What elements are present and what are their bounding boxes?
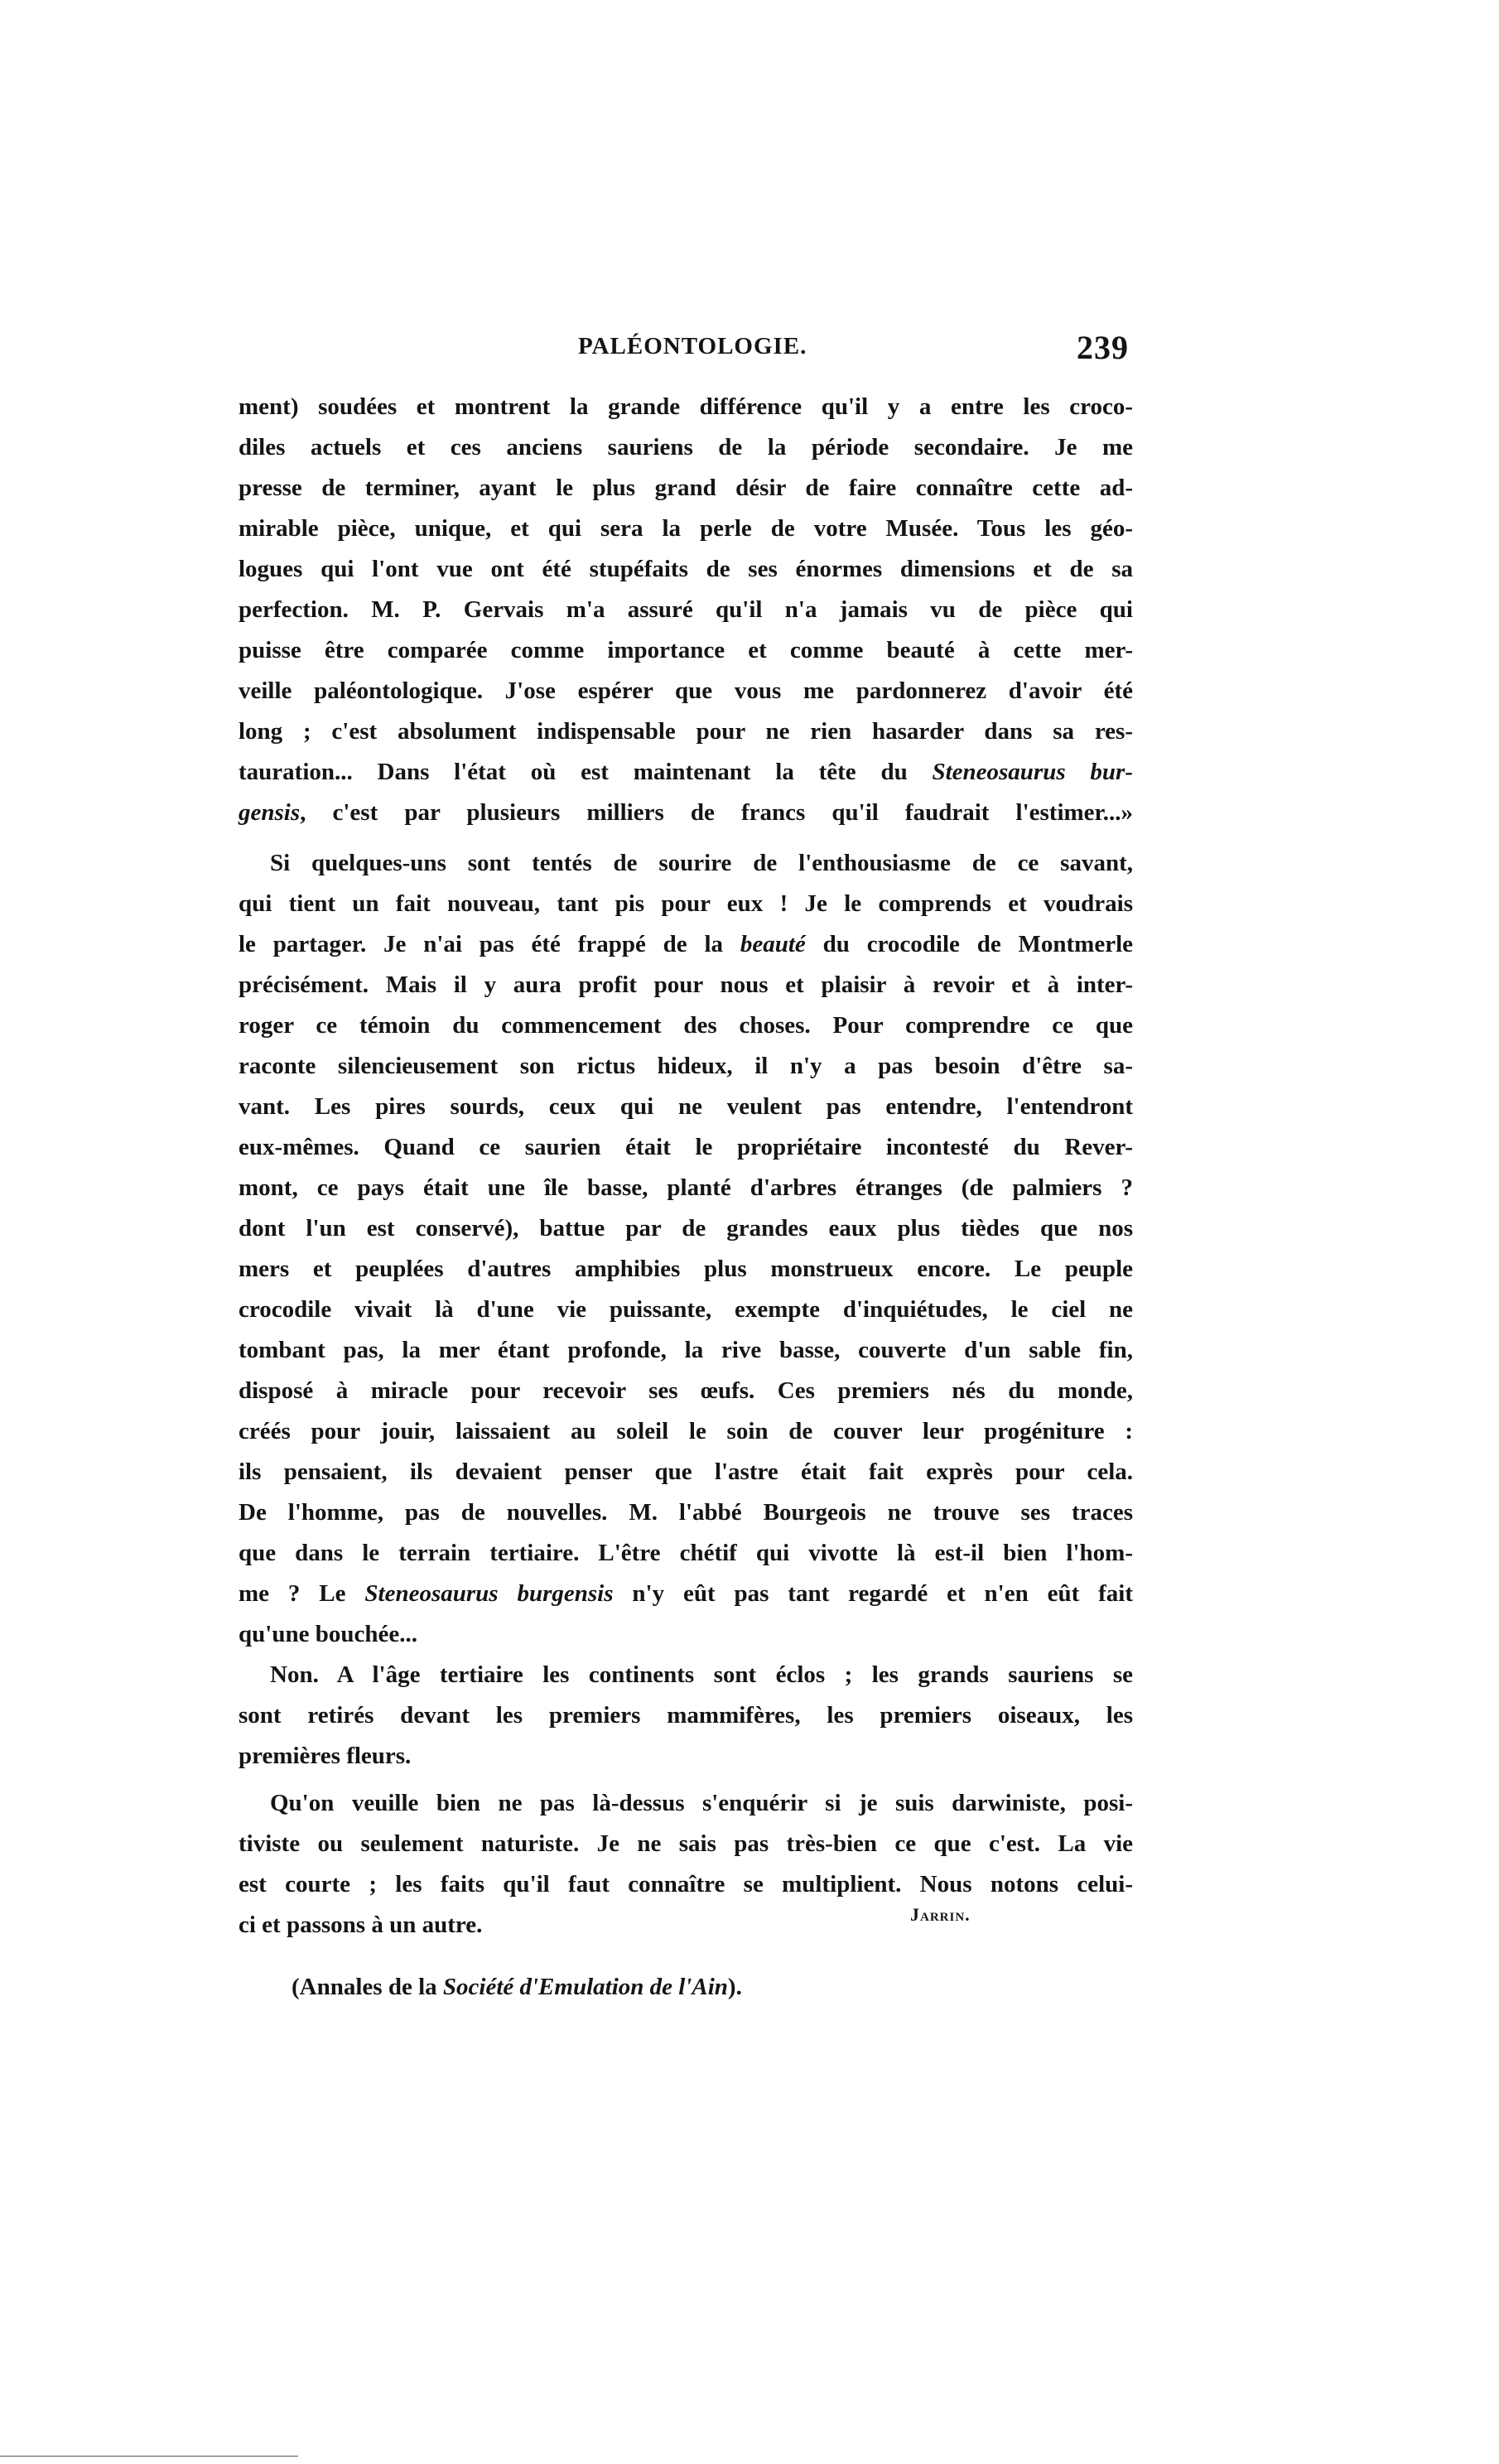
text-segment: que dans le terrain tertiaire. L'être chétif qui vivotte là est-il bien l'hom- [239, 1540, 1133, 1566]
text-line [239, 1005, 1133, 1046]
text-line [239, 843, 1133, 884]
text-line [239, 1330, 1133, 1371]
text-segment: premières fleurs. [239, 1743, 412, 1769]
text-segment: perfection. M. P. Gervais m'a assuré qu'il n'a jamais vu de pièce qui [239, 596, 1133, 623]
text-line [239, 884, 1133, 924]
text-segment: disposé à miracle pour recevoir ses œufs. Ces premiers nés du monde, [239, 1377, 1133, 1404]
text-segment: est courte ; les faits qu'il faut connaître se multiplient. Nous notons celui- [239, 1871, 1133, 1897]
text-segment: vant. Les pires sourds, ceux qui ne veulent pas entendre, l'entendront [239, 1093, 1133, 1120]
text-line [239, 752, 1133, 793]
text-line [239, 1371, 1133, 1411]
paragraph [239, 387, 1133, 833]
text-line [239, 1249, 1133, 1290]
text-line [239, 1290, 1133, 1330]
text-segment: mers et peuplées d'autres amphibies plus monstrueux encore. Le peuple [239, 1256, 1133, 1282]
running-title: PALÉONTOLOGIE. [578, 333, 807, 359]
citation-suffix: ). [727, 1974, 742, 2000]
italic-text: beauté [740, 931, 806, 957]
text-segment: ils pensaient, ils devaient penser que l'astre était fait exprès pour cela. [239, 1459, 1133, 1485]
text-segment: créés pour jouir, laissaient au soleil le soin de couver leur progéniture : [239, 1418, 1133, 1444]
text-line [239, 468, 1133, 509]
text-line [239, 630, 1133, 671]
page-number: 239 [1077, 329, 1129, 366]
text-line [239, 1824, 1133, 1864]
text-segment: Si quelques-uns sont tentés de sourire de l'enthousiasme de ce savant, [270, 850, 1133, 876]
italic-text: Steneosaurus bur- [932, 759, 1133, 785]
text-segment: roger ce témoin du commencement des choses. Pour comprendre ce que [239, 1012, 1133, 1039]
text-line [239, 924, 1133, 965]
text-segment: , c'est par plusieurs milliers de francs qu'il faudrait l'estimer...» [300, 799, 1133, 826]
text-segment: veille paléontologique. J'ose espérer que vous me pardonnerez d'avoir été [239, 677, 1133, 704]
text-line [239, 1452, 1133, 1492]
text-line [239, 793, 1133, 833]
paragraph [239, 1783, 1133, 1946]
text-line [239, 1411, 1133, 1452]
text-line [239, 671, 1133, 711]
text-segment: mirable pièce, unique, et qui sera la perle de votre Musée. Tous les géo- [239, 515, 1133, 542]
text-line [239, 1533, 1133, 1574]
text-line [239, 509, 1133, 549]
text-segment: tombant pas, la mer étant profonde, la rive basse, couverte d'un sable fin, [239, 1337, 1133, 1363]
text-segment: mont, ce pays était une île basse, planté d'arbres étranges (de palmiers ? [239, 1174, 1133, 1201]
text-segment: De l'homme, pas de nouvelles. M. l'abbé Bourgeois ne trouve ses traces [239, 1499, 1133, 1526]
text-segment: Qu'on veuille bien ne pas là-dessus s'enquérir si je suis darwiniste, posi- [270, 1790, 1133, 1816]
text-segment: du crocodile de Montmerle [805, 931, 1134, 957]
text-line [239, 1574, 1133, 1614]
italic-text: gensis [239, 799, 301, 826]
italic-text: Steneosaurus burgensis [364, 1580, 614, 1607]
text-line [239, 965, 1133, 1005]
text-segment: dont l'un est conservé), battue par de grandes eaux plus tièdes que nos [239, 1215, 1133, 1242]
paragraph [239, 1655, 1133, 1777]
text-segment: n'y eût pas tant regardé et n'en eût fait [613, 1580, 1134, 1607]
text-line [239, 1087, 1133, 1127]
text-segment: sont retirés devant les premiers mammifères, les premiers oiseaux, les [239, 1702, 1133, 1729]
text-line [239, 1127, 1133, 1168]
text-line [239, 1905, 1133, 1946]
text-line [239, 549, 1133, 590]
author-signature: Jarrin. [910, 1904, 971, 1925]
text-line [239, 1736, 1133, 1777]
text-line [239, 1168, 1133, 1208]
text-line [239, 590, 1133, 630]
text-line [239, 1492, 1133, 1533]
text-segment: qui tient un fait nouveau, tant pis pour eux ! Je le comprends et voudrais [239, 890, 1133, 917]
text-segment: tauration... Dans l'état où est maintenant la tête du [239, 759, 933, 785]
text-segment: me ? Le [239, 1580, 365, 1607]
text-segment: qu'une bouchée... [239, 1621, 417, 1647]
text-line [239, 387, 1133, 427]
text-segment: précisément. Mais il y aura profit pour nous et plaisir à revoir et à inter- [239, 972, 1133, 998]
text-segment: long ; c'est absolument indispensable pour ne rien hasarder dans sa res- [239, 718, 1133, 745]
text-segment: ment) soudées et montrent la grande différence qu'il y a entre les croco- [239, 393, 1133, 420]
citation-title: Société d'Emulation de l'Ain [442, 1974, 728, 2000]
text-segment: presse de terminer, ayant le plus grand désir de faire connaître cette ad- [239, 475, 1133, 501]
text-segment: crocodile vivait là d'une vie puissante, exempte d'inquiétudes, le ciel ne [239, 1296, 1133, 1323]
text-segment: puisse être comparée comme importance et comme beauté à cette mer- [239, 637, 1133, 663]
text-line [239, 711, 1133, 752]
text-line [239, 427, 1133, 468]
text-line [239, 1783, 1133, 1824]
text-line [239, 1864, 1133, 1905]
text-line [239, 1614, 1133, 1655]
footer-rule [0, 2456, 298, 2457]
text-segment: raconte silencieusement son rictus hideux, il n'y a pas besoin d'être sa- [239, 1053, 1133, 1079]
text-line [239, 1655, 1133, 1695]
source-citation [292, 1974, 742, 2001]
text-line [239, 1695, 1133, 1736]
text-segment: eux-mêmes. Quand ce saurien était le propriétaire incontesté du Rever- [239, 1134, 1133, 1160]
text-segment: tiviste ou seulement naturiste. Je ne sais pas très-bien ce que c'est. La vie [239, 1830, 1133, 1857]
text-segment: Non. A l'âge tertiaire les continents sont éclos ; les grands sauriens se [270, 1661, 1133, 1688]
text-line [239, 1046, 1133, 1087]
text-segment: diles actuels et ces anciens sauriens de la période secondaire. Je me [239, 434, 1133, 460]
citation-prefix: (Annales de la [292, 1974, 443, 2000]
text-segment: logues qui l'ont vue ont été stupéfaits de ses énormes dimensions et de sa [239, 556, 1133, 582]
paragraph [239, 843, 1133, 1655]
text-line [239, 1208, 1133, 1249]
text-segment: le partager. Je n'ai pas été frappé de la [239, 931, 740, 957]
text-segment: ci et passons à un autre. [239, 1912, 483, 1938]
